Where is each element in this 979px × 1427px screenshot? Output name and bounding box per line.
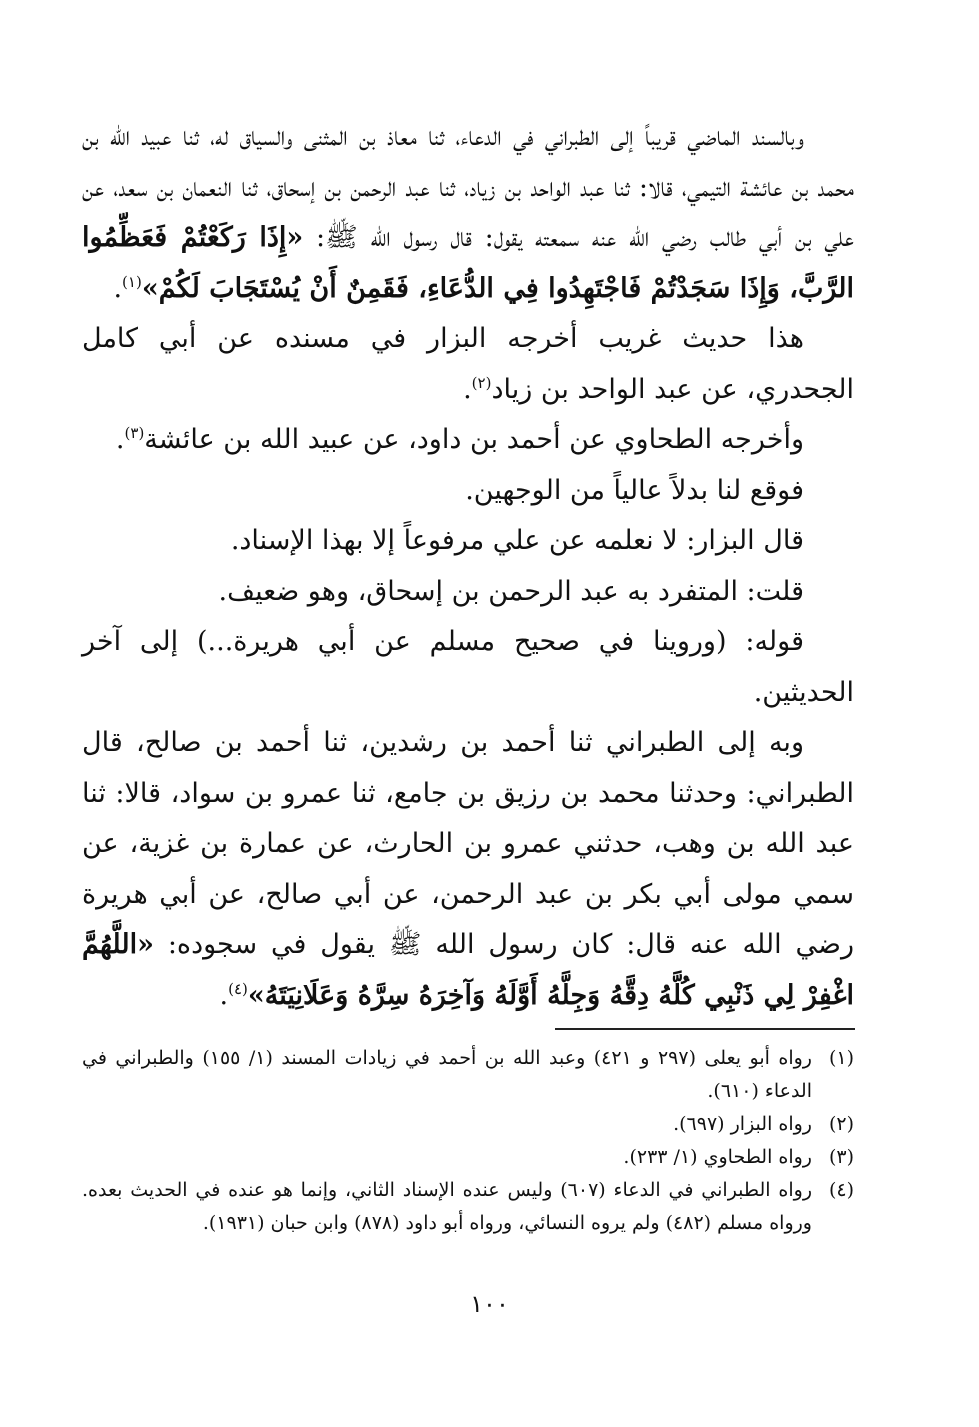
footnote-marker: (٢) bbox=[471, 373, 492, 392]
paragraph-text: هذا حديث غريب أخرجه البزار في مسنده عن أبي كامل الجحدري، عن عبد الواحد بن زياد bbox=[82, 323, 854, 405]
paragraph-text: قلت: المتفرد به عبد الرحمن بن إسحاق، وهو ضعيف. bbox=[218, 575, 804, 607]
paragraph-end: . bbox=[113, 272, 123, 304]
paragraph bbox=[82, 314, 854, 415]
paragraph-text: قوله: (وروينا في صحيح مسلم عن أبي هريرة...) إلى آخر الحديثين. bbox=[82, 626, 854, 708]
footnote-number: (٢) bbox=[828, 1113, 854, 1135]
paragraph-text: وبه إلى الطبراني ثنا أحمد بن رشدين، ثنا أحمد بن صالح، قال الطبراني: وحدثنا محمد بن رزيق بن جامع، ثنا عمرو بن سواد، قالا: ثنا عبد الله بن وهب، حدثني عمرو بن الحارث، عن عمارة بن غزية، عن سمي مولى أبي بكر بن عبد الرحمن، عن أبي صالح، عن أبي هريرة رضي الله عنه قال: كان رسول الله ﷺ يقول في سجوده: bbox=[82, 727, 854, 960]
footnote-marker: (١) bbox=[122, 272, 142, 291]
footnote bbox=[82, 1108, 854, 1141]
paragraph bbox=[82, 516, 854, 567]
paragraph-text: وأخرجه الطحاوي عن أحمد بن داود، عن عبيد الله بن عائشة bbox=[144, 424, 804, 455]
paragraph bbox=[82, 567, 854, 618]
paragraph-text: فوقع لنا بدلاً عالياً من الوجهين. bbox=[465, 474, 804, 506]
main-text bbox=[82, 112, 854, 1021]
footnote-separator bbox=[555, 1028, 855, 1030]
footnote-marker: (٣) bbox=[124, 424, 145, 442]
footnote bbox=[82, 1141, 854, 1174]
footnote bbox=[82, 1042, 854, 1108]
paragraph bbox=[82, 112, 854, 314]
footnote bbox=[82, 1174, 854, 1240]
paragraph bbox=[82, 415, 854, 466]
hadith-quote: «اللَّهُمَّ اغْفِرْ لِي ذَنْبِي كُلَّهُ دِقَّهُ وَجِلَّهُ أَوَّلَهُ وَآخِرَهُ سِرَّهُ وَعَلَانِيَتَهُ» bbox=[82, 929, 854, 1011]
page-number: ١٠٠ bbox=[470, 1290, 509, 1318]
paragraph-end: . bbox=[115, 424, 125, 455]
footnotes bbox=[82, 1042, 854, 1240]
footnote-number: (٣) bbox=[828, 1146, 854, 1168]
paragraph bbox=[82, 466, 854, 517]
footnote-marker: (٤) bbox=[228, 979, 248, 998]
footnote-text: رواه البزار (٦٩٧). bbox=[673, 1113, 812, 1135]
footnote-text: رواه الطحاوي (١/ ٢٣٣). bbox=[623, 1146, 812, 1168]
footnote-text: رواه أبو يعلى (٢٩٧ و ٤٢١) وعبد الله بن أحمد في زيادات المسند (١/ ١٥٥) والطبراني في الدعاء (٦١٠). bbox=[82, 1047, 812, 1102]
paragraph-end: . bbox=[219, 979, 229, 1011]
paragraph-text: وبالسند الماضي قريباً إلى الطبراني في الدعاء، ثنا معاذ بن المثنى والسياق له، ثنا عبيد الله بن محمد بن عائشة التيمي، قالا: ثنا عبد الواحد بن زياد، ثنا عبد الرحمن بن إسحاق، ثنا النعمان بن سعد، عن علي بن أبي طالب رضي الله عنه سمعته يقول: قال رسول الله ﷺ: bbox=[82, 121, 854, 253]
paragraph-text: قال البزار: لا نعلمه عن علي مرفوعاً إلا بهذا الإسناد. bbox=[230, 525, 804, 556]
footnote-number: (٤) bbox=[828, 1179, 854, 1201]
footnote-text: رواه الطبراني في الدعاء (٦٠٧) وليس عنده الإسناد الثاني، وإنما هو عنده في الحديث بعده. ورواه مسلم (٤٨٢) ولم يروه النسائي، ورواه أبو داود (٨٧٨) وابن حبان (١٩٣١). bbox=[82, 1179, 812, 1234]
paragraph bbox=[82, 718, 854, 1021]
paragraph bbox=[82, 617, 854, 718]
footnote-number: (١) bbox=[828, 1047, 854, 1069]
paragraph-end: . bbox=[463, 373, 472, 405]
hadith-quote: «إِذَا رَكَعْتُمْ فَعَظِّمُوا الرَّبَّ، وَإِذَا سَجَدْتُمْ فَاجْتَهِدُوا فِي الدُّعَاءِ، فَقَمِنٌ أَنْ يُسْتَجَابَ لَكُمْ» bbox=[82, 222, 854, 304]
